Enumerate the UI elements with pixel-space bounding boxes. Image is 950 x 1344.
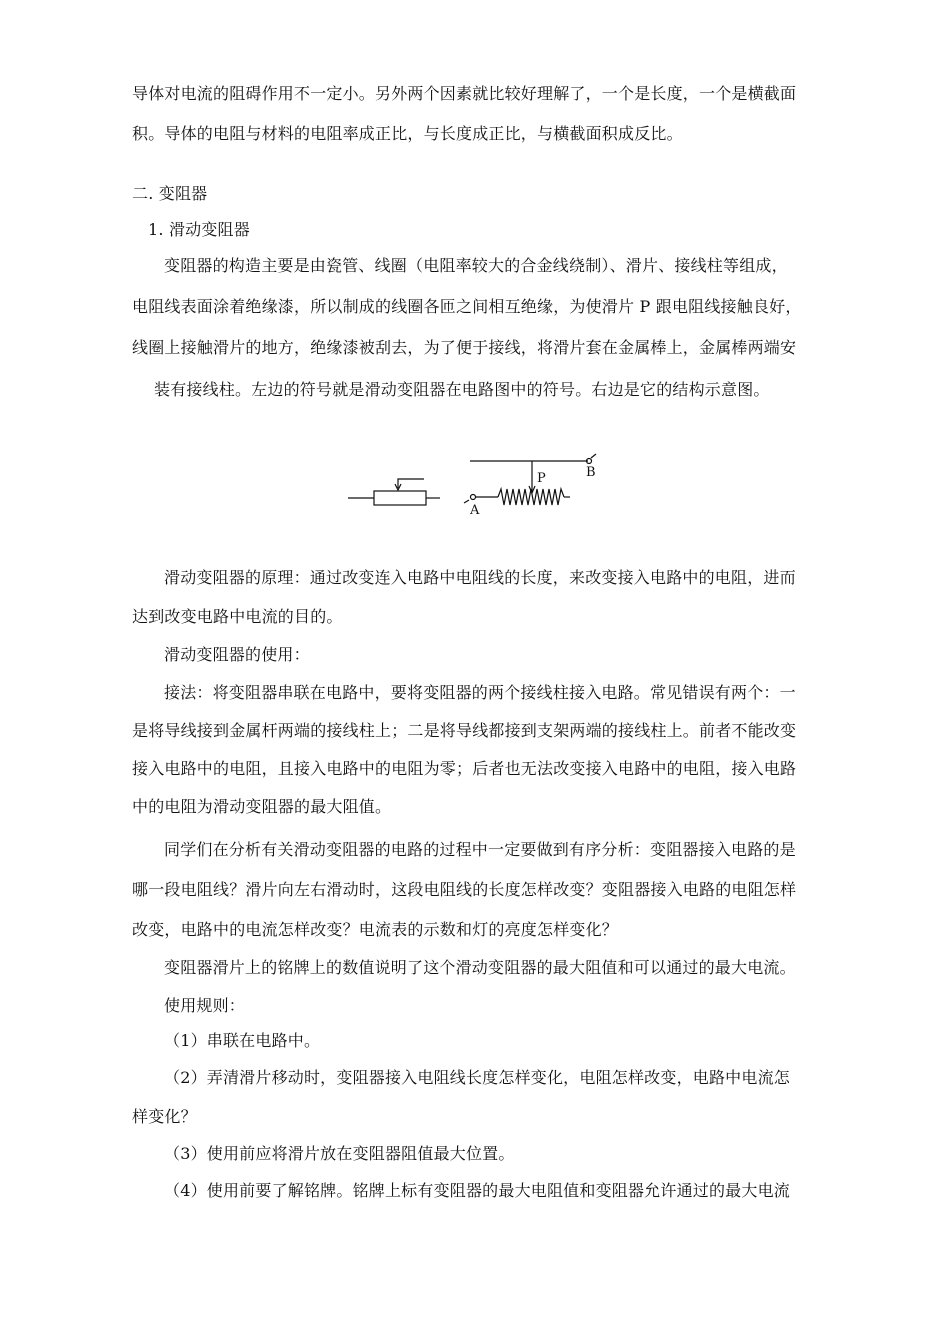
rule-item: （3）使用前应将滑片放在变阻器阻值最大位置。 — [164, 1144, 515, 1163]
text-line: 滑动变阻器的原理：通过改变连入电路中电阻线的长度，来改变接入电路中的电阻，进而 — [164, 568, 796, 587]
text-line: 积。导体的电阻与材料的电阻率成正比，与长度成正比，与横截面积成反比。 — [132, 124, 683, 143]
rule-item: （2）弄清滑片移动时，变阻器接入电阻线长度怎样变化，电阻怎样改变，电路中电流怎 — [164, 1068, 790, 1087]
subsection-heading: 1. 滑动变阻器 — [148, 220, 250, 239]
rheostat-structure — [464, 454, 596, 505]
text-line: 导体对电流的阻碍作用不一定小。另外两个因素就比较好理解了，一个是长度，一个是横截面 — [132, 84, 797, 103]
label-b: B — [586, 465, 596, 480]
use-heading: 滑动变阻器的使用： — [164, 645, 310, 664]
text-line: 哪一段电阻线？滑片向左右滑动时，这段电阻线的长度怎样改变？变阻器接入电路的电阻怎样 — [132, 880, 797, 899]
text-line: 改变，电路中的电流怎样改变？电流表的示数和灯的亮度怎样变化？ — [132, 920, 619, 939]
text-line: 同学们在分析有关滑动变阻器的电路的过程中一定要做到有序分析：变阻器接入电路的是 — [164, 840, 796, 859]
rule-item-continued: 样变化？ — [132, 1107, 197, 1126]
text-line: 是将导线接到金属杆两端的接线柱上；二是将导线都接到支架两端的接线柱上。前者不能改变 — [132, 721, 797, 740]
text-line: 接入电路中的电阻，且接入电路中的电阻为零；后者也无法改变接入电路中的电阻，接入电路 — [132, 759, 797, 778]
rheostat-symbol — [348, 479, 440, 505]
text-line: 装有接线柱。左边的符号就是滑动变阻器在电路图中的符号。右边是它的结构示意图。 — [154, 380, 770, 399]
label-a: A — [470, 503, 480, 518]
rheostat-diagram — [340, 448, 610, 522]
text-line: 线圈上接触滑片的地方，绝缘漆被刮去，为了便于接线，将滑片套在金属棒上，金属棒两端安 — [132, 338, 797, 357]
text-line: 接法：将变阻器串联在电路中，要将变阻器的两个接线柱接入电路。常见错误有两个：一 — [164, 683, 796, 702]
rule-item: （4）使用前要了解铭牌。铭牌上标有变阻器的最大电阻值和变阻器允许通过的最大电流 — [164, 1181, 790, 1200]
text-line: 变阻器滑片上的铭牌上的数值说明了这个滑动变阻器的最大阻值和可以通过的最大电流。 — [164, 958, 796, 977]
section-heading: 二. 变阻器 — [132, 184, 208, 203]
text-line: 达到改变电路中电流的目的。 — [132, 607, 343, 626]
label-p: P — [537, 471, 546, 486]
text-line: 中的电阻为滑动变阻器的最大阻值。 — [132, 797, 392, 816]
text-line: 变阻器的构造主要是由瓷管、线圈（电阻率较大的合金线绕制）、滑片、接线柱等组成， — [164, 256, 788, 275]
text-line: 电阻线表面涂着绝缘漆，所以制成的线圈各匝之间相互绝缘，为使滑片 P 跟电阻线接触良好， — [132, 297, 802, 316]
rules-heading: 使用规则： — [164, 996, 246, 1015]
rule-item: （1）串联在电路中。 — [164, 1031, 321, 1050]
